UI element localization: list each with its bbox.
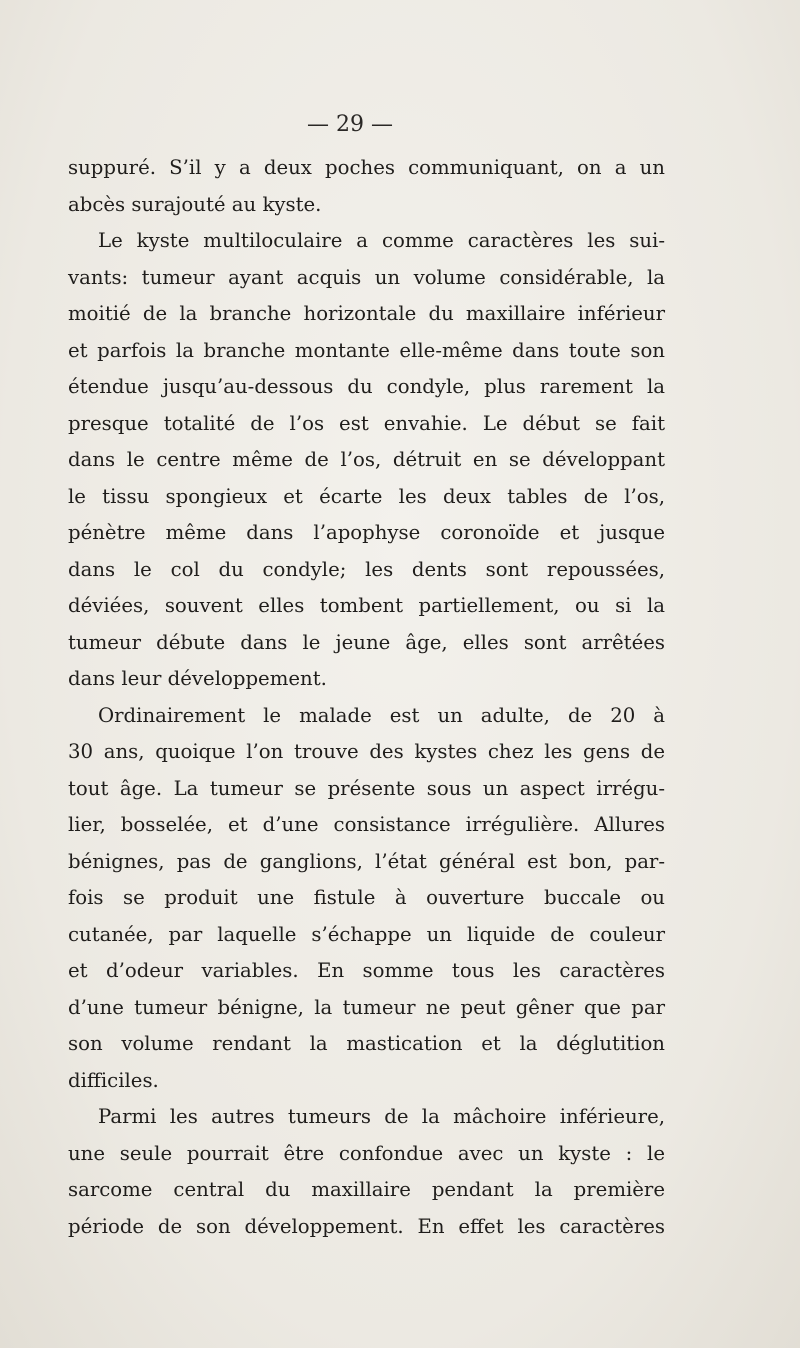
text-line: pénètre même dans l’apophyse coronoïde et jusque bbox=[68, 521, 665, 544]
text-line: 30 ans, quoique l’on trouve des kystes chez les gens de bbox=[68, 740, 665, 763]
text-line: suppuré. S’il y a deux poches communiquant, on a un bbox=[68, 156, 665, 179]
text-line: et d’odeur variables. En somme tous les caractères bbox=[68, 959, 665, 982]
text-line: déviées, souvent elles tombent partiellement, ou si la bbox=[68, 594, 665, 617]
text-line: sarcome central du maxillaire pendant la première bbox=[68, 1178, 665, 1201]
text-line: étendue jusqu’au-dessous du condyle, plus rarement la bbox=[68, 375, 665, 398]
text-line: une seule pourrait être confondue avec un kyste : le bbox=[68, 1141, 665, 1165]
text-line: moitié de la branche horizontale du maxillaire inférieur bbox=[68, 302, 665, 325]
text-line: tumeur débute dans le jeune âge, elles sont arrêtées bbox=[68, 630, 665, 654]
text-line: le tissu spongieux et écarte les deux tables de l’os, bbox=[68, 484, 665, 508]
text-line: Ordinairement le malade est un adulte, de 20 à bbox=[98, 703, 665, 727]
text-line: dans leur développement. bbox=[68, 667, 327, 690]
text-line: difficiles. bbox=[68, 1068, 159, 1092]
text-line: abcès surajouté au kyste. bbox=[68, 192, 322, 216]
text-line: bénignes, pas de ganglions, l’état général est bon, par- bbox=[68, 849, 665, 873]
body-text bbox=[68, 150, 665, 1245]
text-line: dans le centre même de l’os, détruit en se développant bbox=[68, 448, 665, 471]
text-line: période de son développement. En effet les caractères bbox=[68, 1214, 665, 1238]
page-number: — 29 — bbox=[307, 112, 393, 137]
text-line: tout âge. La tumeur se présente sous un aspect irrégu- bbox=[68, 776, 665, 800]
text-line: presque totalité de l’os est envahie. Le début se fait bbox=[68, 411, 665, 435]
text-line: vants: tumeur ayant acquis un volume considérable, la bbox=[68, 265, 665, 289]
text-line: Le kyste multiloculaire a comme caractères les sui- bbox=[98, 229, 665, 252]
text-line: son volume rendant la mastication et la déglutition bbox=[68, 1032, 665, 1055]
text-line: dans le col du condyle; les dents sont repoussées, bbox=[68, 557, 665, 581]
text-line: cutanée, par laquelle s’échappe un liquide de couleur bbox=[68, 922, 665, 946]
text-line: d’une tumeur bénigne, la tumeur ne peut gêner que par bbox=[68, 995, 665, 1019]
text-line: fois se produit une fistule à ouverture buccale ou bbox=[68, 886, 665, 909]
text-line: Parmi les autres tumeurs de la mâchoire inférieure, bbox=[98, 1105, 665, 1128]
text-line: lier, bosselée, et d’une consistance irrégulière. Allures bbox=[68, 813, 665, 836]
text-line: et parfois la branche montante elle-même dans toute son bbox=[68, 338, 665, 362]
